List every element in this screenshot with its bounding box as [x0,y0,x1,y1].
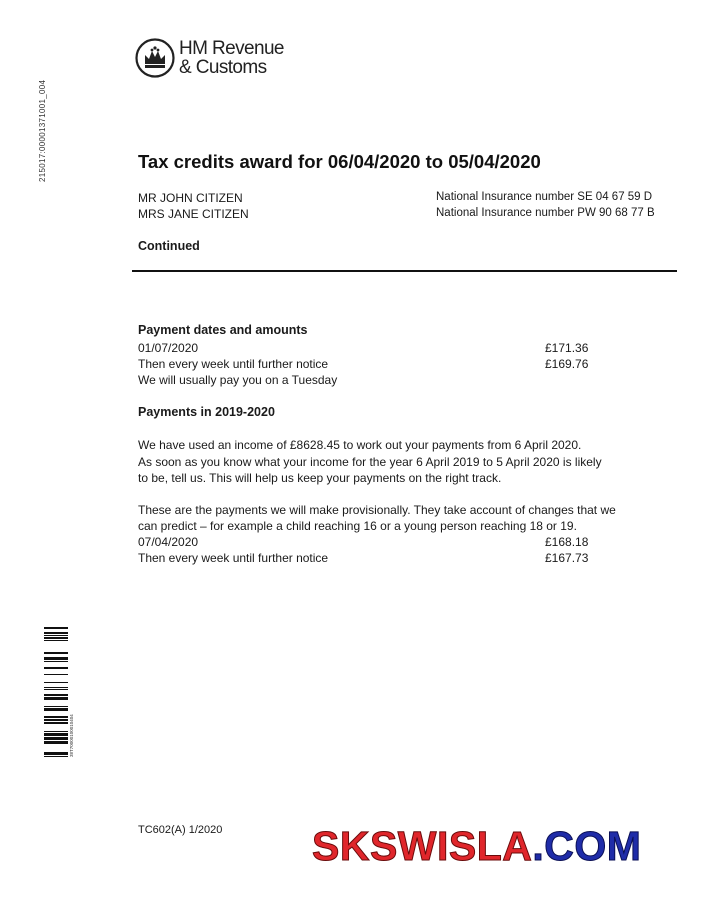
watermark-domain: .COM [532,823,642,869]
logo-line-2: & Customs [179,57,267,78]
provisional-paragraph-line: can predict – for example a child reaching 16 or a young person reaching 18 or 19. [138,519,577,533]
income-paragraph-line: We have used an income of £8628.45 to work out your payments from 6 April 2020. [138,438,582,452]
payments-year-heading: Payments in 2019-2020 [138,405,275,419]
section-divider [132,270,677,272]
provisional-paragraph-line: These are the payments we will make provisionally. They take account of changes that we [138,503,616,517]
watermark [312,822,641,870]
continued-label: Continued [138,239,200,253]
payment-row-label: Then every week until further notice [138,551,329,565]
page-title: Tax credits award for 06/04/2020 to 05/04/2020 [138,151,541,172]
side-reference-number: 215017:00001371001_004 [38,79,47,182]
payment-row-amount: £171.36 [545,341,589,355]
payment-day-note: We will usually pay you on a Tuesday [138,373,338,387]
logo-line-1: HM Revenue [179,38,284,59]
ni-number-1: National Insurance number SE 04 67 59 D [436,191,653,203]
payment-row-label: 07/04/2020 [138,535,199,549]
payment-row-label: 01/07/2020 [138,341,199,355]
hmrc-logo [135,38,284,78]
ni-number-2: National Insurance number PW 90 68 77 B [436,207,655,219]
form-code: TC602(A) 1/2020 [138,824,223,836]
payment-row-label: Then every week until further notice [138,357,329,371]
claimant-name-2: MRS JANE CITIZEN [138,207,249,221]
crown-crest-icon [135,38,175,78]
payment-row-amount: £169.76 [545,357,589,371]
payment-dates-heading: Payment dates and amounts [138,323,308,337]
barcode-text: 38T70000100010404 [69,714,74,757]
barcode [44,627,74,757]
income-paragraph-line: As soon as you know what your income for the year 6 April 2019 to 5 April 2020 is likely [138,455,602,469]
claimant-name-1: MR JOHN CITIZEN [138,191,243,205]
watermark-name: SKSWISLA [312,823,533,869]
payment-row-amount: £168.18 [545,535,589,549]
payment-row-amount: £167.73 [545,551,589,565]
income-paragraph-line: to be, tell us. This will help us keep your payments on the right track. [138,471,502,485]
